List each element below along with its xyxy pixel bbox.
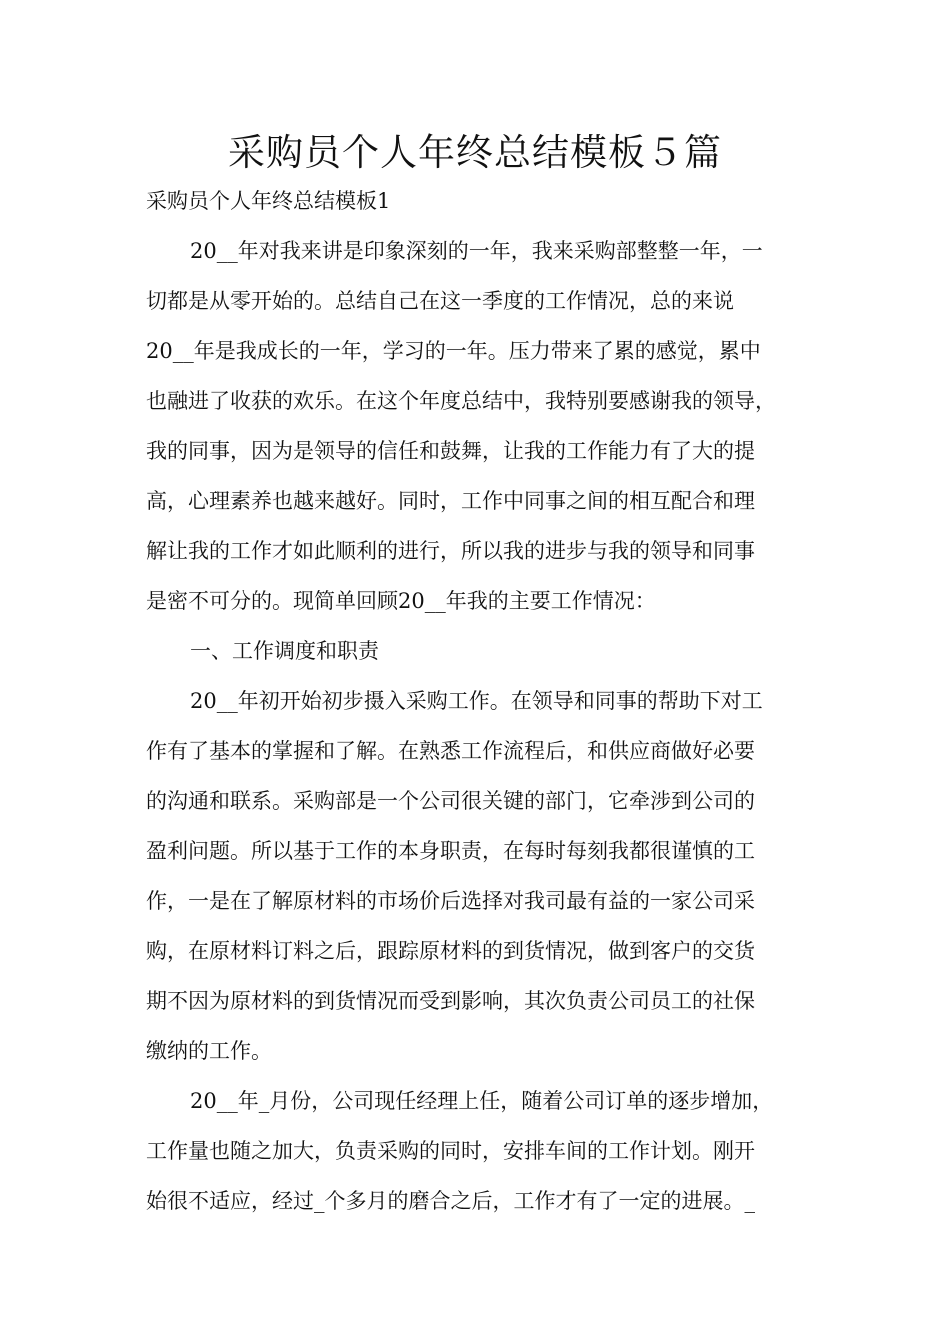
paragraph-line: 切都是从零开始的。总结自己在这一季度的工作情况，总的来说 bbox=[146, 289, 734, 313]
paragraph-line: 20__年是我成长的一年，学习的一年。压力带来了累的感觉，累中 bbox=[146, 339, 761, 363]
paragraph-line: 购，在原材料订料之后，跟踪原材料的到货情况，做到客户的交货 bbox=[146, 939, 755, 963]
subsection-heading: 一、工作调度和职责 bbox=[190, 639, 379, 663]
paragraph-line: 高，心理素养也越来越好。同时，工作中同事之间的相互配合和理 bbox=[146, 489, 755, 513]
paragraph-line: 作，一是在了解原材料的市场价后选择对我司最有益的一家公司采 bbox=[146, 889, 755, 913]
paragraph-line: 20__年_月份，公司现任经理上任，随着公司订单的逐步增加， bbox=[190, 1089, 774, 1113]
paragraph-line: 缴纳的工作。 bbox=[146, 1039, 272, 1063]
paragraph-line: 是密不可分的。现简单回顾20__年我的主要工作情况： bbox=[146, 589, 656, 613]
section-heading: 采购员个人年终总结模板1 bbox=[146, 189, 391, 213]
paragraph-line: 20__年初开始初步摄入采购工作。在领导和同事的帮助下对工 bbox=[190, 689, 763, 713]
paragraph-line: 作有了基本的掌握和了解。在熟悉工作流程后，和供应商做好必要 bbox=[146, 739, 755, 763]
paragraph-line: 始很不适应，经过_个多月的磨合之后，工作才有了一定的进展。_ bbox=[146, 1189, 755, 1213]
paragraph-line: 的沟通和联系。采购部是一个公司很关键的部门，它牵涉到公司的 bbox=[146, 789, 755, 813]
document-title: 采购员个人年终总结模板５篇 bbox=[228, 131, 722, 174]
paragraph-line: 也融进了收获的欢乐。在这个年度总结中，我特别要感谢我的领导， bbox=[146, 389, 776, 413]
paragraph-line: 我的同事，因为是领导的信任和鼓舞，让我的工作能力有了大的提 bbox=[146, 439, 755, 463]
paragraph-line: 解让我的工作才如此顺利的进行，所以我的进步与我的领导和同事 bbox=[146, 539, 755, 563]
paragraph-line: 20__年对我来讲是印象深刻的一年，我来采购部整整一年，一 bbox=[190, 239, 763, 263]
paragraph-line: 盈利问题。所以基于工作的本身职责，在每时每刻我都很谨慎的工 bbox=[146, 839, 755, 863]
paragraph-line: 期不因为原材料的到货情况而受到影响，其次负责公司员工的社保 bbox=[146, 989, 755, 1013]
paragraph-line: 工作量也随之加大，负责采购的同时，安排车间的工作计划。刚开 bbox=[146, 1139, 755, 1163]
